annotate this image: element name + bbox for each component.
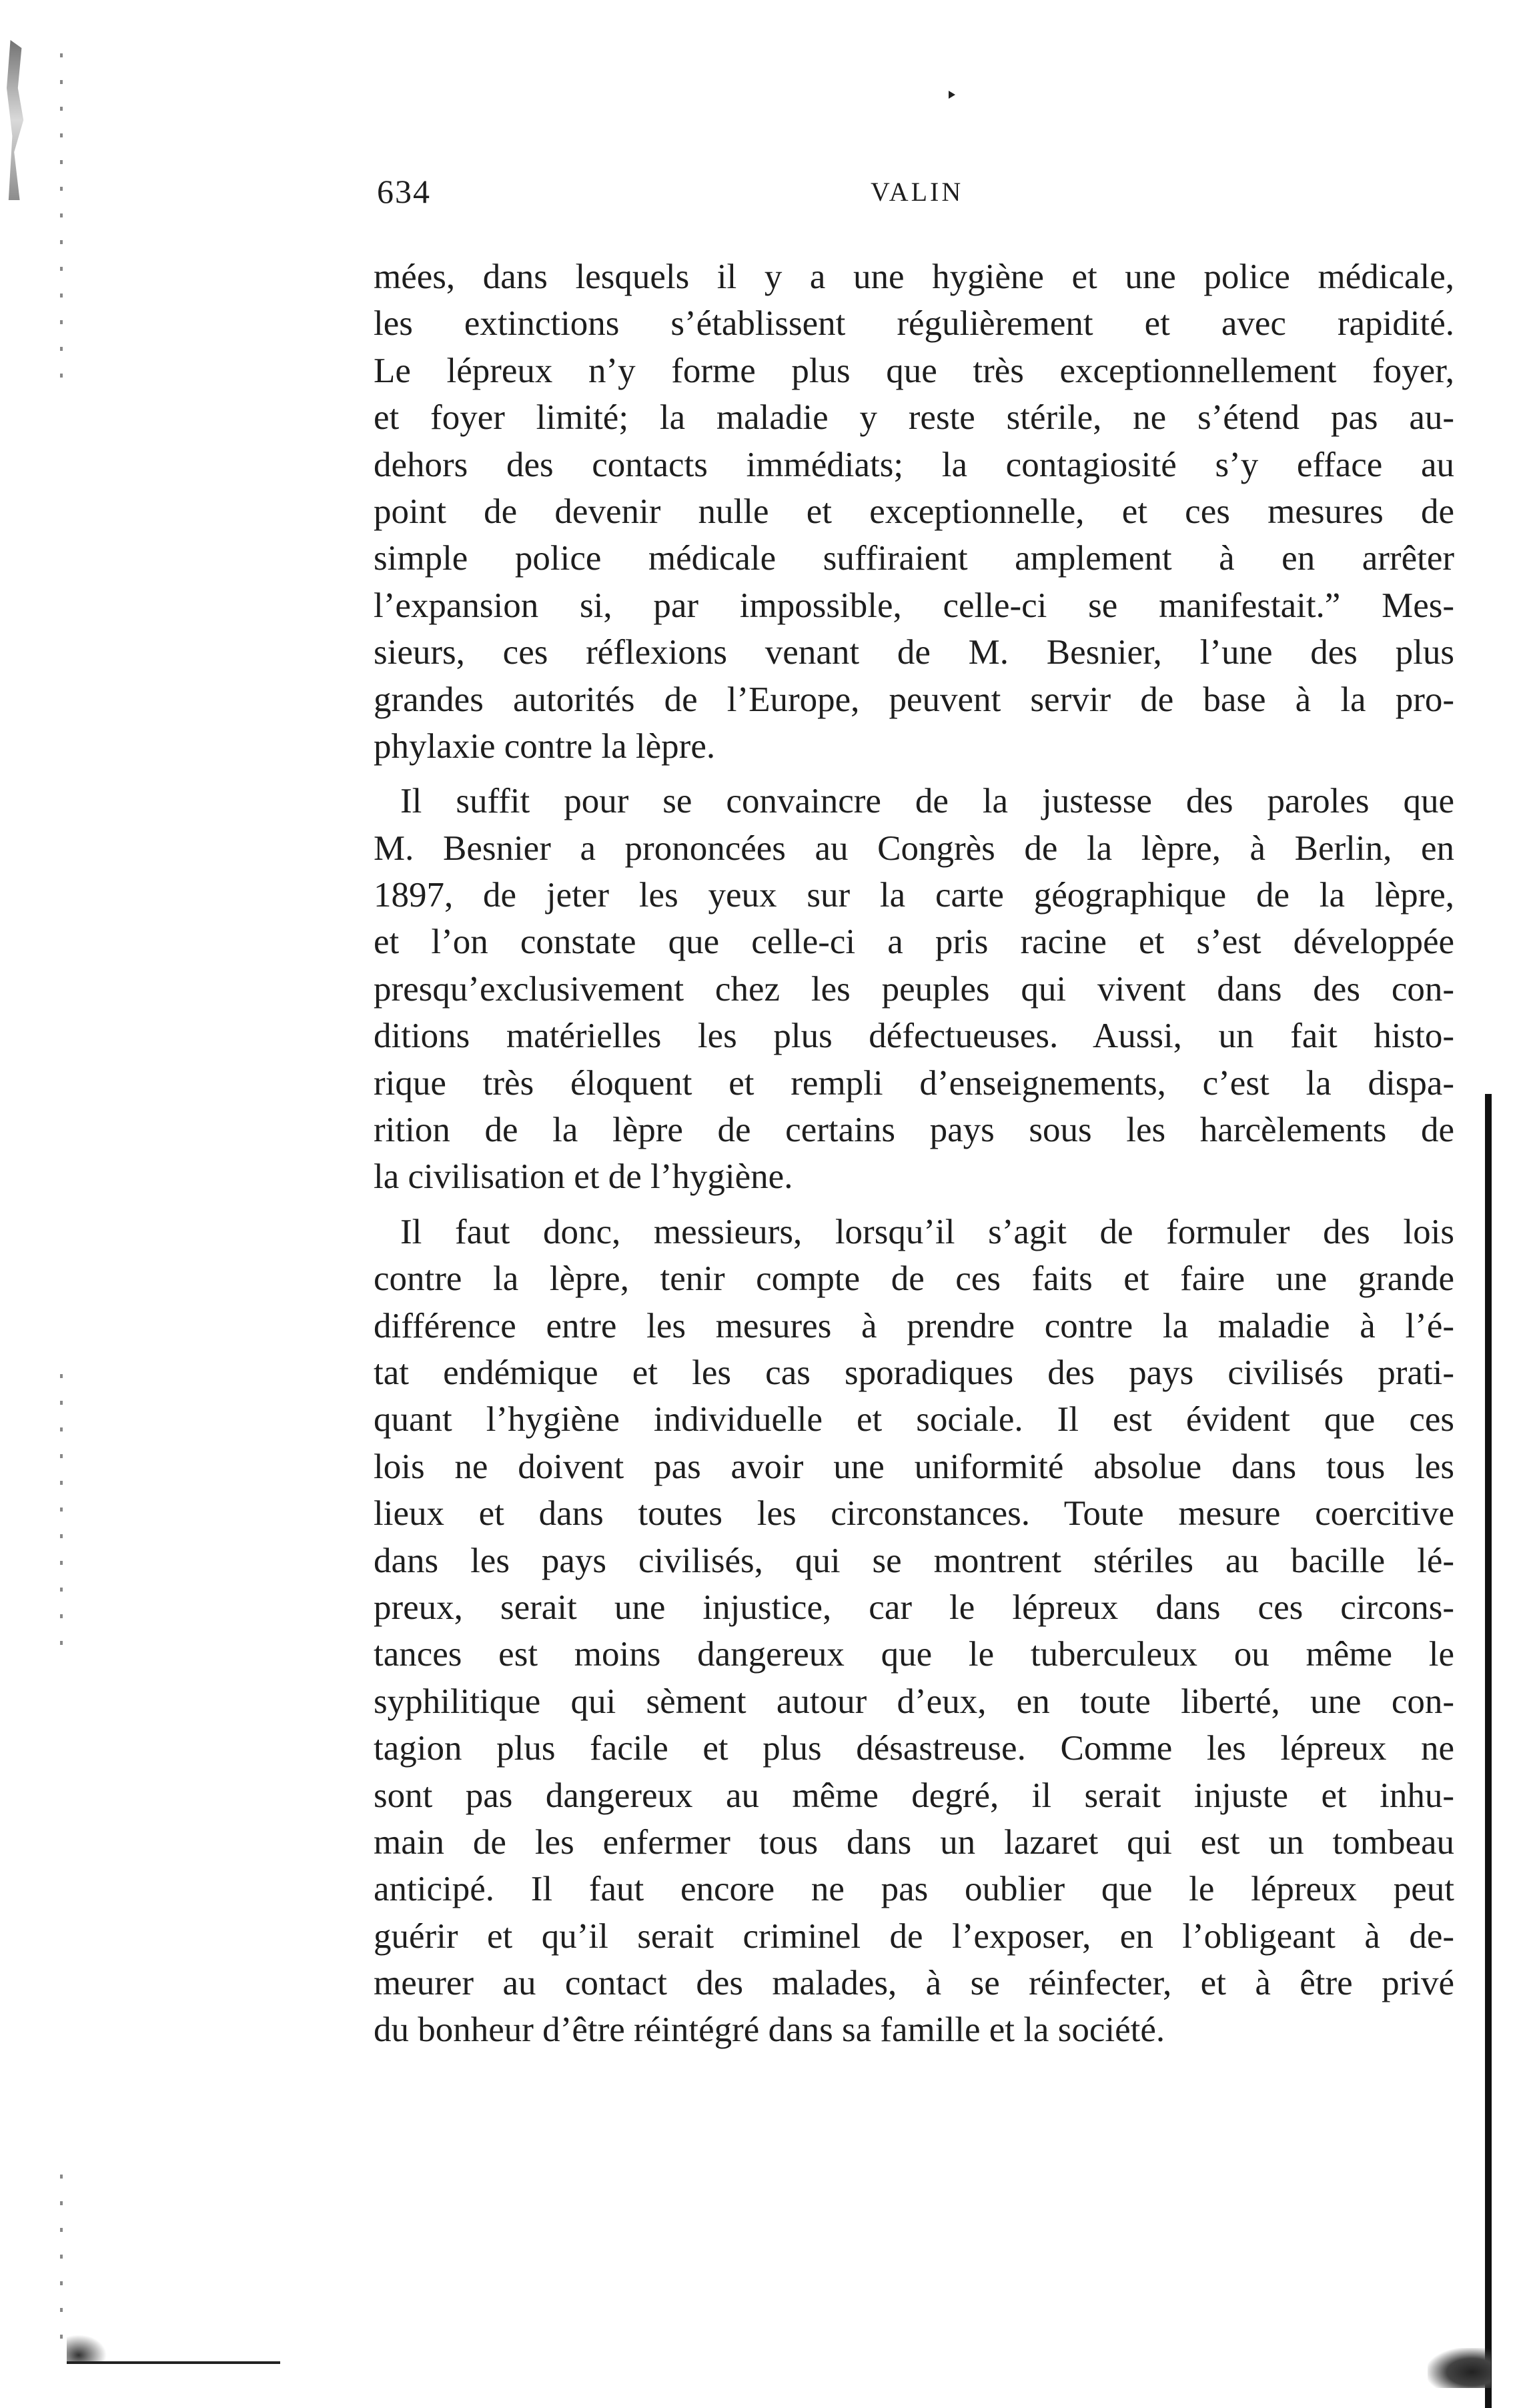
text-line: ditions matérielles les plus défectueuses. Aussi, un fait histo- xyxy=(374,1017,1454,1056)
text-line: lois ne doivent pas avoir une uniformité absolue dans tous les xyxy=(374,1447,1454,1486)
text-line: Il faut donc, messieurs, lorsqu’il s’agit de formuler des lois xyxy=(400,1212,1454,1251)
paragraph xyxy=(374,778,1454,1201)
scan-left-ticks xyxy=(60,53,63,387)
paragraph xyxy=(374,1209,1454,2054)
text-line: rique très éloquent et rempli d’enseignements, c’est la dispa- xyxy=(374,1063,1454,1103)
text-line: dans les pays civilisés, qui se montrent stériles au bacille lé- xyxy=(374,1541,1454,1580)
text-line: tagion plus facile et plus désastreuse. Comme les lépreux ne xyxy=(374,1729,1454,1768)
text-line: 1897, de jeter les yeux sur la carte géographique de la lèpre, xyxy=(374,876,1454,915)
text-line: phylaxie contre la lèpre. xyxy=(374,726,716,766)
text-line: différence entre les mesures à prendre contre la maladie à l’é- xyxy=(374,1306,1454,1345)
text-line: presqu’exclusivement chez les peuples qui vivent dans des con- xyxy=(374,969,1454,1009)
scan-left-ticks xyxy=(60,1374,63,1654)
text-line: point de devenir nulle et exceptionnelle, et ces mesures de xyxy=(374,492,1454,531)
text-line: l’expansion si, par impossible, celle-ci se manifestait.” Mes- xyxy=(374,586,1454,625)
body-text xyxy=(374,253,1454,2054)
scan-left-edge-artifact xyxy=(7,40,25,200)
scan-bottom-rule xyxy=(67,2361,280,2364)
text-line: guérir et qu’il serait criminel de l’exposer, en l’obligeant à de- xyxy=(374,1916,1454,1956)
text-line: anticipé. Il faut encore ne pas oublier que le lépreux peut xyxy=(374,1870,1454,1909)
text-line: du bonheur d’être réintégré dans sa famille et la société. xyxy=(374,2010,1165,2050)
text-line: M. Besnier a prononcées au Congrès de la lèpre, à Berlin, en xyxy=(374,828,1454,868)
text-line: rition de la lèpre de certains pays sous les harcèlements de xyxy=(374,1111,1454,1150)
paragraph-gap xyxy=(374,770,1454,778)
scan-mark xyxy=(949,91,955,99)
text-line: mées, dans lesquels il y a une hygiène et une police médicale, xyxy=(374,257,1454,296)
text-line: Le lépreux n’y forme plus que très exceptionnellement foyer, xyxy=(374,351,1454,390)
text-line: sont pas dangereux au même degré, il serait injuste et inhu- xyxy=(374,1776,1454,1815)
text-line: quant l’hygiène individuelle et sociale. Il est évident que ces xyxy=(374,1400,1454,1439)
text-line: contre la lèpre, tenir compte de ces faits et faire une grande xyxy=(374,1259,1454,1299)
text-line: les extinctions s’établissent régulièrement et avec rapidité. xyxy=(374,304,1454,344)
text-line: la civilisation et de l’hygiène. xyxy=(374,1157,793,1197)
text-line: preux, serait une injustice, car le lépreux dans ces circons- xyxy=(374,1588,1454,1627)
text-line: et l’on constate que celle-ci a pris racine et s’est développée xyxy=(374,923,1454,962)
running-header xyxy=(377,172,1428,212)
text-line: et foyer limité; la maladie y reste stérile, ne s’étend pas au- xyxy=(374,398,1454,438)
text-line: Il suffit pour se convaincre de la justesse des paroles que xyxy=(400,782,1454,821)
scan-bottom-mark xyxy=(67,2335,107,2364)
paragraph xyxy=(374,253,1454,770)
text-line: meurer au contact des malades, à se réinfecter, et à être privé xyxy=(374,1964,1454,2003)
scan-right-blot xyxy=(1428,2348,1491,2388)
text-line: simple police médicale suffiraient amplement à en arrêter xyxy=(374,539,1454,578)
text-line: tances est moins dangereux que le tuberculeux ou même le xyxy=(374,1635,1454,1674)
scan-right-edge-shadow xyxy=(1485,1094,1492,2408)
text-line: lieux et dans toutes les circonstances. Toute mesure coercitive xyxy=(374,1494,1454,1534)
text-line: grandes autorités de l’Europe, peuvent servir de base à la pro- xyxy=(374,680,1454,719)
text-line: main de les enfermer tous dans un lazaret qui est un tombeau xyxy=(374,1822,1454,1862)
paragraph-gap xyxy=(374,1201,1454,1209)
running-title: VALIN xyxy=(871,177,964,207)
text-line: syphilitique qui sèment autour d’eux, en toute liberté, une con- xyxy=(374,1682,1454,1721)
text-line: sieurs, ces réflexions venant de M. Besnier, l’une des plus xyxy=(374,633,1454,672)
scan-left-ticks xyxy=(60,2175,63,2348)
text-line: dehors des contacts immédiats; la contagiosité s’y efface au xyxy=(374,445,1454,484)
page-number: 634 xyxy=(377,173,431,210)
text-line: tat endémique et les cas sporadiques des pays civilisés prati- xyxy=(374,1353,1454,1392)
